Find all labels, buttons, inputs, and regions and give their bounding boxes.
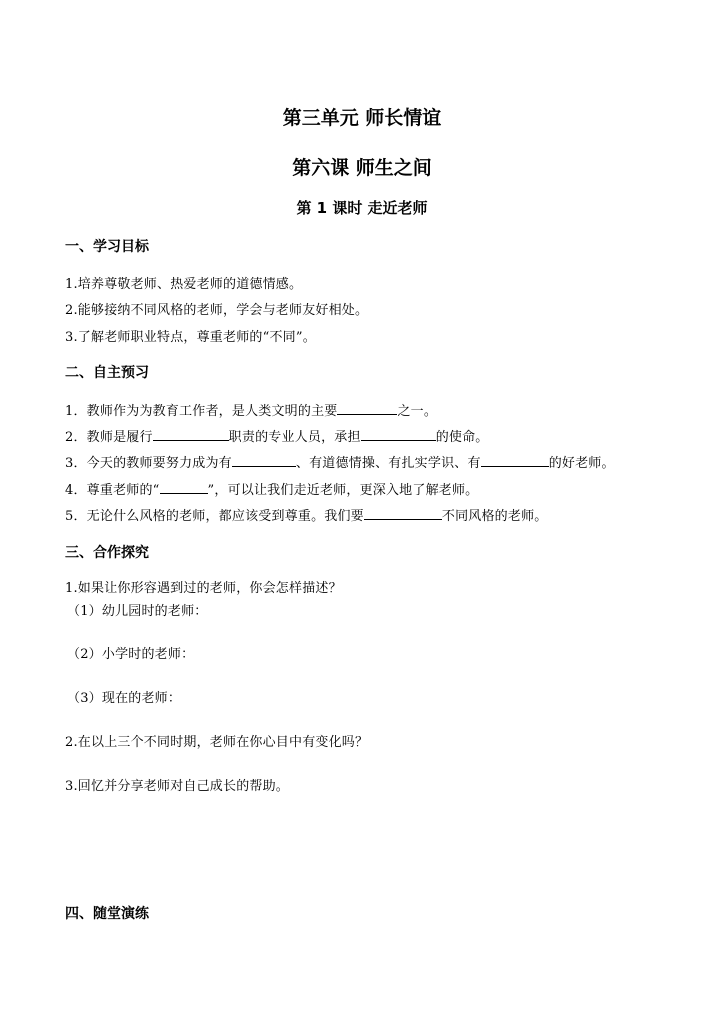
preview-question-3-text-a: 3．今天的教师要努力成为有: [65, 456, 232, 471]
section-heading-learning-goals: 一、学习目标: [65, 239, 149, 255]
section-heading-cooperative-inquiry: 三、合作探究: [65, 545, 149, 561]
preview-question-3-text-c: 的好老师。: [548, 456, 615, 471]
preview-question-5: [65, 505, 547, 524]
fill-blank-4[interactable]: [232, 454, 296, 467]
section-heading-classroom-practice: 四、随堂演练: [65, 906, 149, 922]
inquiry-question-2: 2.在以上三个不同时期，老师在你心目中有变化吗？: [65, 735, 369, 750]
inquiry-sub-current: （3）现在的老师：: [67, 691, 182, 706]
goal-item-1: 1.培养尊敬老师、热爱老师的道德情感。: [65, 277, 303, 292]
unit-title: 第三单元 师长情谊: [282, 107, 442, 129]
fill-blank-1[interactable]: [337, 402, 397, 415]
period-title: 第 1 课时 走近老师: [296, 199, 428, 217]
section-heading-self-preview: 二、自主预习: [65, 365, 149, 381]
preview-question-5-text-a: 5．无论什么风格的老师，都应该受到尊重。我们要: [65, 509, 364, 524]
preview-question-4-text-a: 4．尊重老师的“: [65, 483, 160, 498]
preview-question-1-text-b: 之一。: [397, 404, 438, 419]
preview-question-1: [65, 400, 437, 419]
goal-item-3: 3.了解老师职业特点，尊重老师的“不同”。: [65, 330, 316, 345]
fill-blank-6[interactable]: [160, 481, 208, 494]
preview-question-4-text-b: ”，可以让我们走近老师，更深入地了解老师。: [207, 483, 479, 498]
preview-question-2-text-b: 职责的专业人员，承担: [228, 430, 361, 445]
preview-question-1-text-a: 1．教师作为为教育工作者，是人类文明的主要: [65, 404, 338, 419]
preview-question-2-text-a: 2．教师是履行: [65, 430, 153, 445]
inquiry-sub-primary: （2）小学时的老师：: [67, 647, 195, 662]
inquiry-question-1: 1.如果让你形容遇到过的老师，你会怎样描述？: [65, 581, 342, 596]
lesson-title: 第六课 师生之间: [292, 157, 432, 179]
fill-blank-7[interactable]: [364, 507, 442, 520]
preview-question-3: [65, 452, 615, 471]
preview-question-3-text-b: 、有道德情操、有扎实学识、有: [295, 456, 481, 471]
fill-blank-2[interactable]: [153, 428, 229, 441]
preview-question-5-text-b: 不同风格的老师。: [441, 509, 548, 524]
fill-blank-3[interactable]: [361, 428, 436, 441]
inquiry-question-3: 3.回忆并分享老师对自己成长的帮助。: [65, 779, 290, 794]
preview-question-2: [65, 426, 489, 445]
fill-blank-5[interactable]: [481, 454, 549, 467]
goal-item-2: 2.能够接纳不同风格的老师，学会与老师友好相处。: [65, 303, 369, 318]
inquiry-sub-kindergarten: （1）幼儿园时的老师：: [67, 604, 208, 619]
preview-question-4: [65, 479, 478, 498]
preview-question-2-text-c: 的使命。: [435, 430, 489, 445]
